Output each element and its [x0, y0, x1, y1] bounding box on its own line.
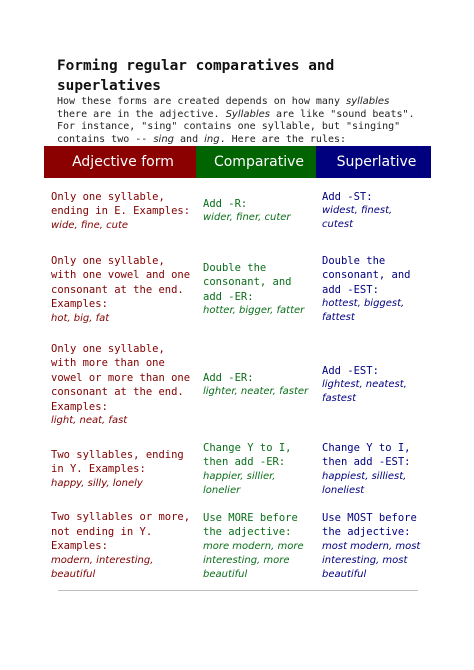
rule-text: Double the consonant, and add -ER:: [203, 261, 292, 303]
intro-emphasis: sing: [153, 133, 175, 145]
rule-text: Add -ER:: [203, 371, 254, 384]
table-header-row: [44, 146, 431, 178]
cell-adjective-form: [44, 435, 196, 503]
cell-superlative: [316, 503, 431, 589]
table-row: [44, 503, 431, 589]
cell-comparative: [196, 335, 316, 435]
example-text: hot, big, fat: [51, 312, 110, 324]
rule-text: Only one syllable, ending in E. Examples:: [51, 190, 191, 217]
intro-text: there are in the adjective.: [57, 108, 226, 120]
example-text: lighter, neater, faster: [203, 386, 309, 398]
rule-text: Use MORE before the adjective:: [203, 511, 298, 538]
example-text: happy, silly, lonely: [51, 477, 143, 489]
intro-paragraph: [57, 96, 417, 146]
example-text: most modern, most interesting, most beautiful: [322, 540, 421, 580]
example-text: happiest, silliest, loneliest: [322, 470, 407, 496]
intro-emphasis: Syllables: [225, 108, 271, 120]
table-row: [44, 178, 431, 244]
intro-emphasis: ing: [204, 133, 220, 145]
rule-text: Change Y to I, then add -EST:: [322, 441, 411, 468]
example-text: happier, sillier, lonelier: [203, 470, 276, 496]
cell-superlative: [316, 244, 431, 335]
page-title: Forming regular comparatives and superlatives: [57, 58, 335, 94]
example-text: lightest, neatest, fastest: [322, 379, 407, 405]
rule-text: Two syllables or more, not ending in Y. Examples:: [51, 511, 191, 553]
example-text: more modern, more interesting, more beautiful: [203, 540, 304, 580]
cell-comparative: [196, 435, 316, 503]
intro-text: . Here are the rules:: [219, 133, 347, 145]
example-text: hotter, bigger, fatter: [203, 305, 305, 317]
cell-superlative: [316, 178, 431, 244]
cell-comparative: [196, 244, 316, 335]
header-superlative: Superlative: [316, 146, 431, 178]
cell-adjective-form: [44, 178, 196, 244]
example-text: modern, interesting, beautiful: [51, 554, 154, 580]
cell-superlative: [316, 435, 431, 503]
cell-superlative: [316, 335, 431, 435]
cell-adjective-form: [44, 503, 196, 589]
header-comparative: Comparative: [196, 146, 316, 178]
intro-text: are like "sound beats". For instance, "sing" contains one syllable, but "singing" contains two --: [57, 108, 415, 145]
cell-adjective-form: [44, 335, 196, 435]
cell-adjective-form: [44, 244, 196, 335]
intro-text: How these forms are created depends on how many: [57, 96, 346, 107]
intro-text: and: [174, 133, 205, 145]
rule-text: Change Y to I, then add -ER:: [203, 441, 292, 468]
table-row: [44, 244, 431, 335]
header-adjective-form: Adjective form: [44, 146, 196, 178]
example-text: wide, fine, cute: [51, 219, 129, 231]
example-text: light, neat, fast: [51, 415, 128, 427]
bottom-divider: [58, 590, 418, 591]
rule-text: Add -ST:: [322, 190, 373, 203]
rule-text: Add -R:: [203, 197, 248, 210]
table-row: [44, 335, 431, 435]
rule-text: Two syllables, ending in Y. Examples:: [51, 448, 184, 475]
rule-text: Use MOST before the adjective:: [322, 511, 417, 538]
rule-text: Double the consonant, and add -EST:: [322, 254, 411, 296]
rule-text: Add -EST:: [322, 364, 379, 377]
rules-table: [44, 146, 431, 589]
example-text: wider, finer, cuter: [203, 212, 291, 224]
example-text: widest, finest, cutest: [322, 205, 393, 231]
intro-emphasis: syllables: [345, 96, 390, 107]
example-text: hottest, biggest, fattest: [322, 298, 405, 324]
cell-comparative: [196, 178, 316, 244]
table-row: [44, 435, 431, 503]
cell-comparative: [196, 503, 316, 589]
rule-text: Only one syllable, with more than one vowel or more than one consonant at the end. Examples:: [51, 342, 191, 413]
rule-text: Only one syllable, with one vowel and one consonant at the end. Examples:: [51, 254, 191, 310]
